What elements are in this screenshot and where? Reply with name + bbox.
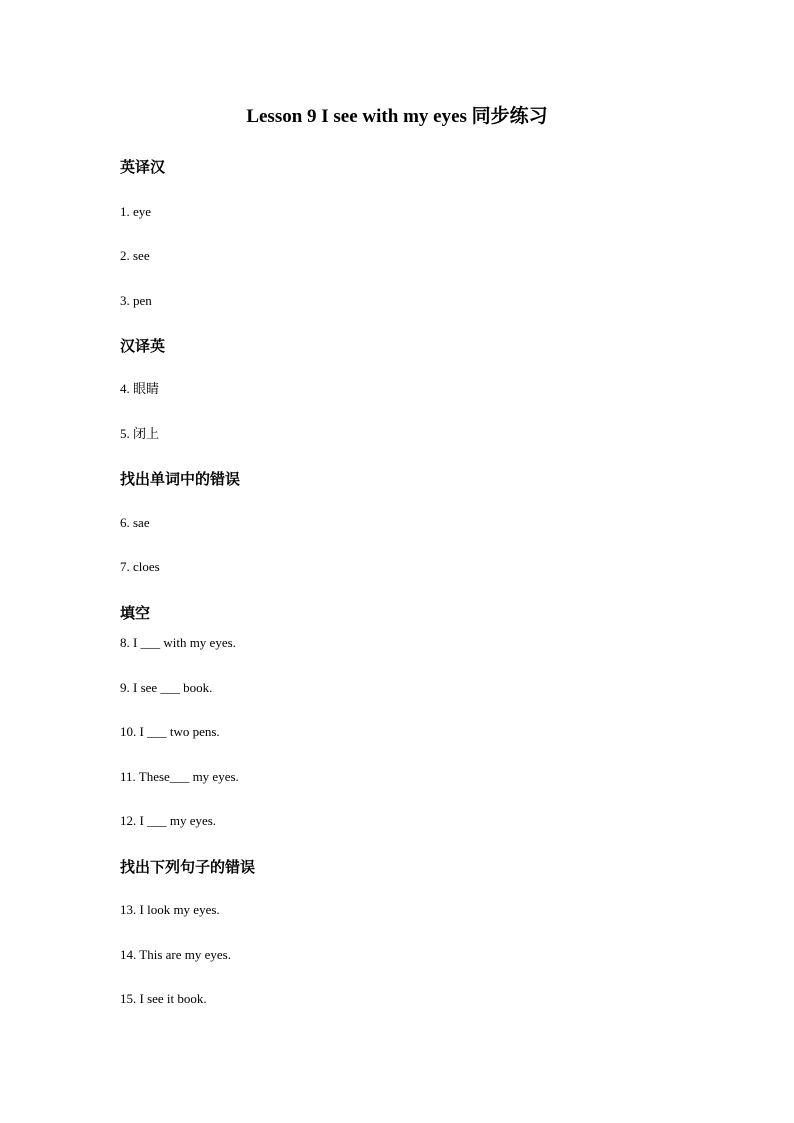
section-heading-english-to-chinese: 英译汉 bbox=[120, 158, 166, 176]
question-item: 8. I ___ with my eyes. bbox=[120, 635, 236, 650]
question-item: 2. see bbox=[120, 248, 150, 263]
question-item: 15. I see it book. bbox=[120, 991, 207, 1006]
question-item: 14. This are my eyes. bbox=[120, 947, 231, 962]
question-item: 1. eye bbox=[120, 204, 152, 219]
section-heading-fill-in-blanks: 填空 bbox=[120, 604, 151, 622]
section-heading-word-errors: 找出单词中的错误 bbox=[120, 470, 241, 488]
question-item: 11. These___ my eyes. bbox=[120, 769, 239, 784]
question-item: 6. sae bbox=[120, 515, 150, 530]
question-item: 5. 闭上 bbox=[120, 426, 160, 441]
page-title: Lesson 9 I see with my eyes 同步练习 bbox=[246, 106, 548, 127]
question-item: 7. cloes bbox=[120, 559, 160, 574]
section-heading-chinese-to-english: 汉译英 bbox=[120, 337, 166, 355]
section-heading-sentence-errors: 找出下列句子的错误 bbox=[120, 858, 256, 876]
question-item: 13. I look my eyes. bbox=[120, 902, 220, 917]
question-item: 3. pen bbox=[120, 293, 152, 308]
question-item: 10. I ___ two pens. bbox=[120, 724, 220, 739]
question-item: 12. I ___ my eyes. bbox=[120, 813, 217, 828]
question-item: 4. 眼睛 bbox=[120, 381, 160, 396]
question-item: 9. I see ___ book. bbox=[120, 680, 213, 695]
